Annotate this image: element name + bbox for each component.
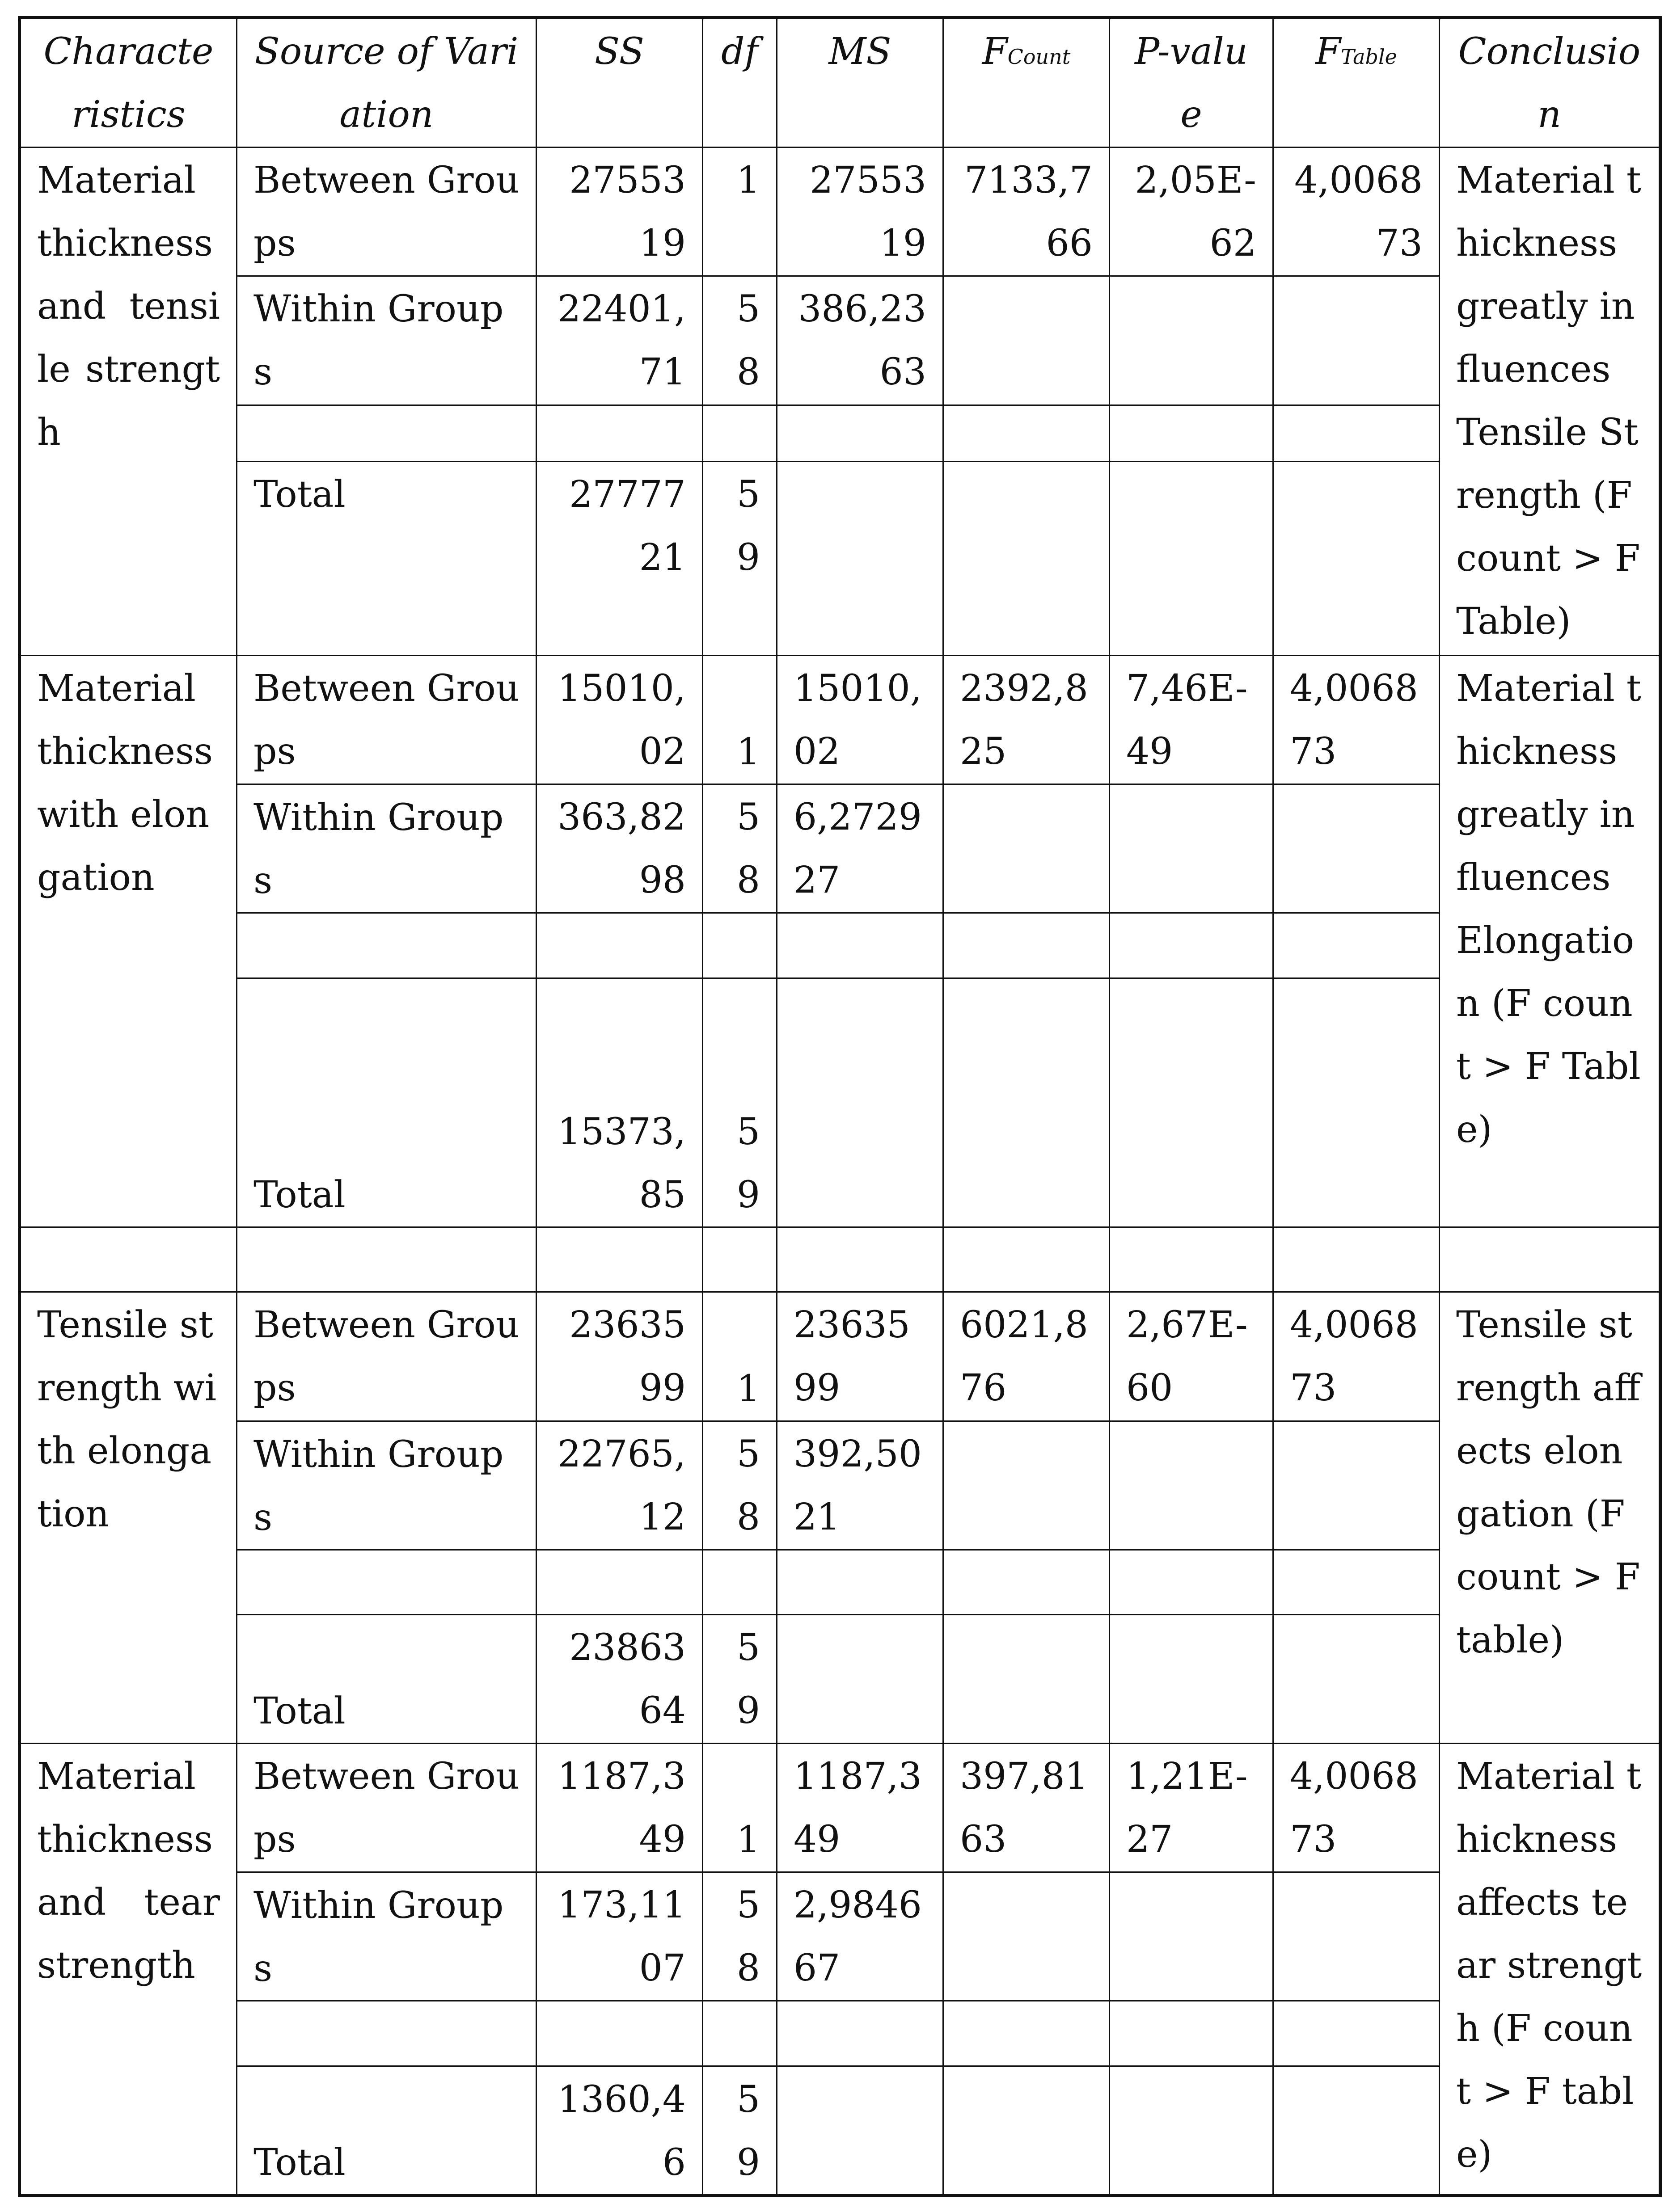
empty-cell [536,1550,703,1615]
header-f-count-main: F [982,30,1008,73]
empty-cell [237,1550,536,1615]
ms-cell: 2,984667 [777,1872,943,2001]
f-count-cell: 7133,766 [943,147,1110,276]
empty-cell [1110,1227,1273,1292]
f-count-cell: 2392,825 [943,656,1110,784]
header-f-table [1273,18,1440,147]
empty-cell [1273,276,1440,405]
empty-cell [943,1615,1110,1744]
empty-cell [777,405,943,462]
source-cell: Total [237,1615,536,1744]
characteristic-cell: Material thickness with elongation [20,656,237,1227]
table-row [20,656,1660,784]
table-row [20,1615,1660,1744]
empty-cell [536,2001,703,2066]
empty-cell [1110,2001,1273,2066]
df-cell: 1 [703,656,777,784]
df-cell: 58 [703,784,777,913]
empty-cell [943,913,1110,978]
table-row [20,1744,1660,1872]
empty-cell [943,1550,1110,1615]
empty-cell [1273,1615,1440,1744]
source-cell: Within Groups [237,1872,536,2001]
df-cell: 59 [703,1615,777,1744]
conclusion-cell: Tensile strength affects elongation (F count > F table) [1440,1292,1660,1744]
table-row [20,405,1660,462]
source-cell: Total [237,978,536,1227]
empty-cell [777,2066,943,2195]
ss-cell: 173,1107 [536,1872,703,2001]
source-cell: Between Groups [237,147,536,276]
empty-cell [1110,1421,1273,1550]
empty-cell [536,913,703,978]
empty-cell [1110,1872,1273,2001]
header-conclusion: Conclusion [1440,18,1660,147]
empty-cell [777,1615,943,1744]
empty-cell [777,978,943,1227]
source-cell: Total [237,2066,536,2195]
table-row [20,1421,1660,1550]
empty-cell [1273,978,1440,1227]
header-f-table-main: F [1315,30,1341,73]
empty-cell [1440,1227,1660,1292]
empty-cell [943,784,1110,913]
f-table-cell: 4,006873 [1273,1292,1440,1421]
empty-cell [943,276,1110,405]
source-cell: Within Groups [237,784,536,913]
empty-cell [943,978,1110,1227]
empty-cell [237,1227,536,1292]
empty-cell [943,405,1110,462]
source-cell: Total [237,462,536,656]
header-f-count [943,18,1110,147]
empty-cell [1273,1421,1440,1550]
conclusion-cell: Material thickness affects tear strength (F count > F table) [1440,1744,1660,2196]
ss-cell: 1360,46 [536,2066,703,2195]
table-row [20,784,1660,913]
ss-cell: 1187,349 [536,1744,703,1872]
ss-cell: 2755319 [536,147,703,276]
ss-cell: 2363599 [536,1292,703,1421]
empty-cell [1273,462,1440,656]
df-cell: 1 [703,1744,777,1872]
ss-cell: 2386364 [536,1615,703,1744]
table-row [20,1872,1660,2001]
empty-cell [1273,1227,1440,1292]
empty-cell [943,2001,1110,2066]
table-row [20,147,1660,276]
empty-cell [943,1227,1110,1292]
empty-cell [943,462,1110,656]
empty-cell [1110,462,1273,656]
df-cell: 59 [703,978,777,1227]
table-row [20,2001,1660,2066]
source-cell: Between Groups [237,656,536,784]
empty-cell [536,1227,703,1292]
empty-cell [1273,1550,1440,1615]
header-row [20,18,1660,147]
ss-cell: 22765,12 [536,1421,703,1550]
empty-cell [703,1550,777,1615]
empty-cell [536,405,703,462]
empty-cell [1273,2001,1440,2066]
empty-cell [1110,1615,1273,1744]
ss-cell: 15373,85 [536,978,703,1227]
empty-cell [777,1550,943,1615]
conclusion-cell: Material thickness greatly influences Tensile Strength (F count > F Table) [1440,147,1660,656]
source-cell: Within Groups [237,276,536,405]
header-f-table-sub: Table [1340,45,1397,69]
characteristic-cell: Tensile strength with elongation [20,1292,237,1744]
f-count-cell: 6021,876 [943,1292,1110,1421]
empty-cell [943,2066,1110,2195]
source-cell: Between Groups [237,1292,536,1421]
empty-cell [1273,2066,1440,2195]
table-row [20,978,1660,1227]
header-ms: MS [777,18,943,147]
df-cell: 59 [703,462,777,656]
empty-cell [1110,978,1273,1227]
empty-cell [237,913,536,978]
p-value-cell: 7,46E-49 [1110,656,1273,784]
empty-cell [237,405,536,462]
f-table-cell: 4,006873 [1273,1744,1440,1872]
header-p-value: P-value [1110,18,1273,147]
anova-table [18,16,1662,2197]
header-characteristics: Characteristics [20,18,237,147]
source-cell: Within Groups [237,1421,536,1550]
ms-cell: 2755319 [777,147,943,276]
empty-cell [703,405,777,462]
ms-cell: 386,2363 [777,276,943,405]
ss-cell: 15010,02 [536,656,703,784]
df-cell: 58 [703,1872,777,2001]
p-value-cell: 2,67E-60 [1110,1292,1273,1421]
p-value-cell: 2,05E-62 [1110,147,1273,276]
separator-row [20,1227,1660,1292]
table-row [20,1292,1660,1421]
df-cell: 58 [703,1421,777,1550]
empty-cell [777,462,943,656]
p-value-cell: 1,21E-27 [1110,1744,1273,1872]
header-df: df [703,18,777,147]
characteristic-cell: Material thickness and tensile strength [20,147,237,656]
empty-cell [1110,784,1273,913]
empty-cell [703,1227,777,1292]
table-row [20,2066,1660,2195]
empty-cell [1110,276,1273,405]
empty-cell [943,1421,1110,1550]
characteristic-cell: Material thickness and tear strength [20,1744,237,2196]
ms-cell: 6,272927 [777,784,943,913]
f-table-cell: 4,006873 [1273,656,1440,784]
df-cell: 1 [703,147,777,276]
empty-cell [237,2001,536,2066]
table-row [20,276,1660,405]
empty-cell [1110,2066,1273,2195]
ms-cell: 15010,02 [777,656,943,784]
f-count-cell: 397,8163 [943,1744,1110,1872]
ms-cell: 392,5021 [777,1421,943,1550]
df-cell: 1 [703,1292,777,1421]
ms-cell: 1187,349 [777,1744,943,1872]
empty-cell [1110,1550,1273,1615]
empty-cell [703,913,777,978]
header-f-count-sub: Count [1007,45,1071,69]
empty-cell [703,2001,777,2066]
source-cell: Between Groups [237,1744,536,1872]
conclusion-cell: Material thickness greatly influences Elongation (F count > F Table) [1440,656,1660,1227]
table-row [20,462,1660,656]
empty-cell [943,1872,1110,2001]
table-row [20,1550,1660,1615]
df-cell: 59 [703,2066,777,2195]
table-row [20,913,1660,978]
ss-cell: 22401,71 [536,276,703,405]
header-source-of-variation: Source of Variation [237,18,536,147]
empty-cell [20,1227,237,1292]
empty-cell [1110,913,1273,978]
empty-cell [1273,1872,1440,2001]
empty-cell [777,2001,943,2066]
ss-cell: 2777721 [536,462,703,656]
empty-cell [777,913,943,978]
f-table-cell: 4,006873 [1273,147,1440,276]
empty-cell [1273,405,1440,462]
ss-cell: 363,8298 [536,784,703,913]
empty-cell [777,1227,943,1292]
empty-cell [1110,405,1273,462]
empty-cell [1273,784,1440,913]
empty-cell [1273,913,1440,978]
header-ss: SS [536,18,703,147]
df-cell: 58 [703,276,777,405]
ms-cell: 2363599 [777,1292,943,1421]
